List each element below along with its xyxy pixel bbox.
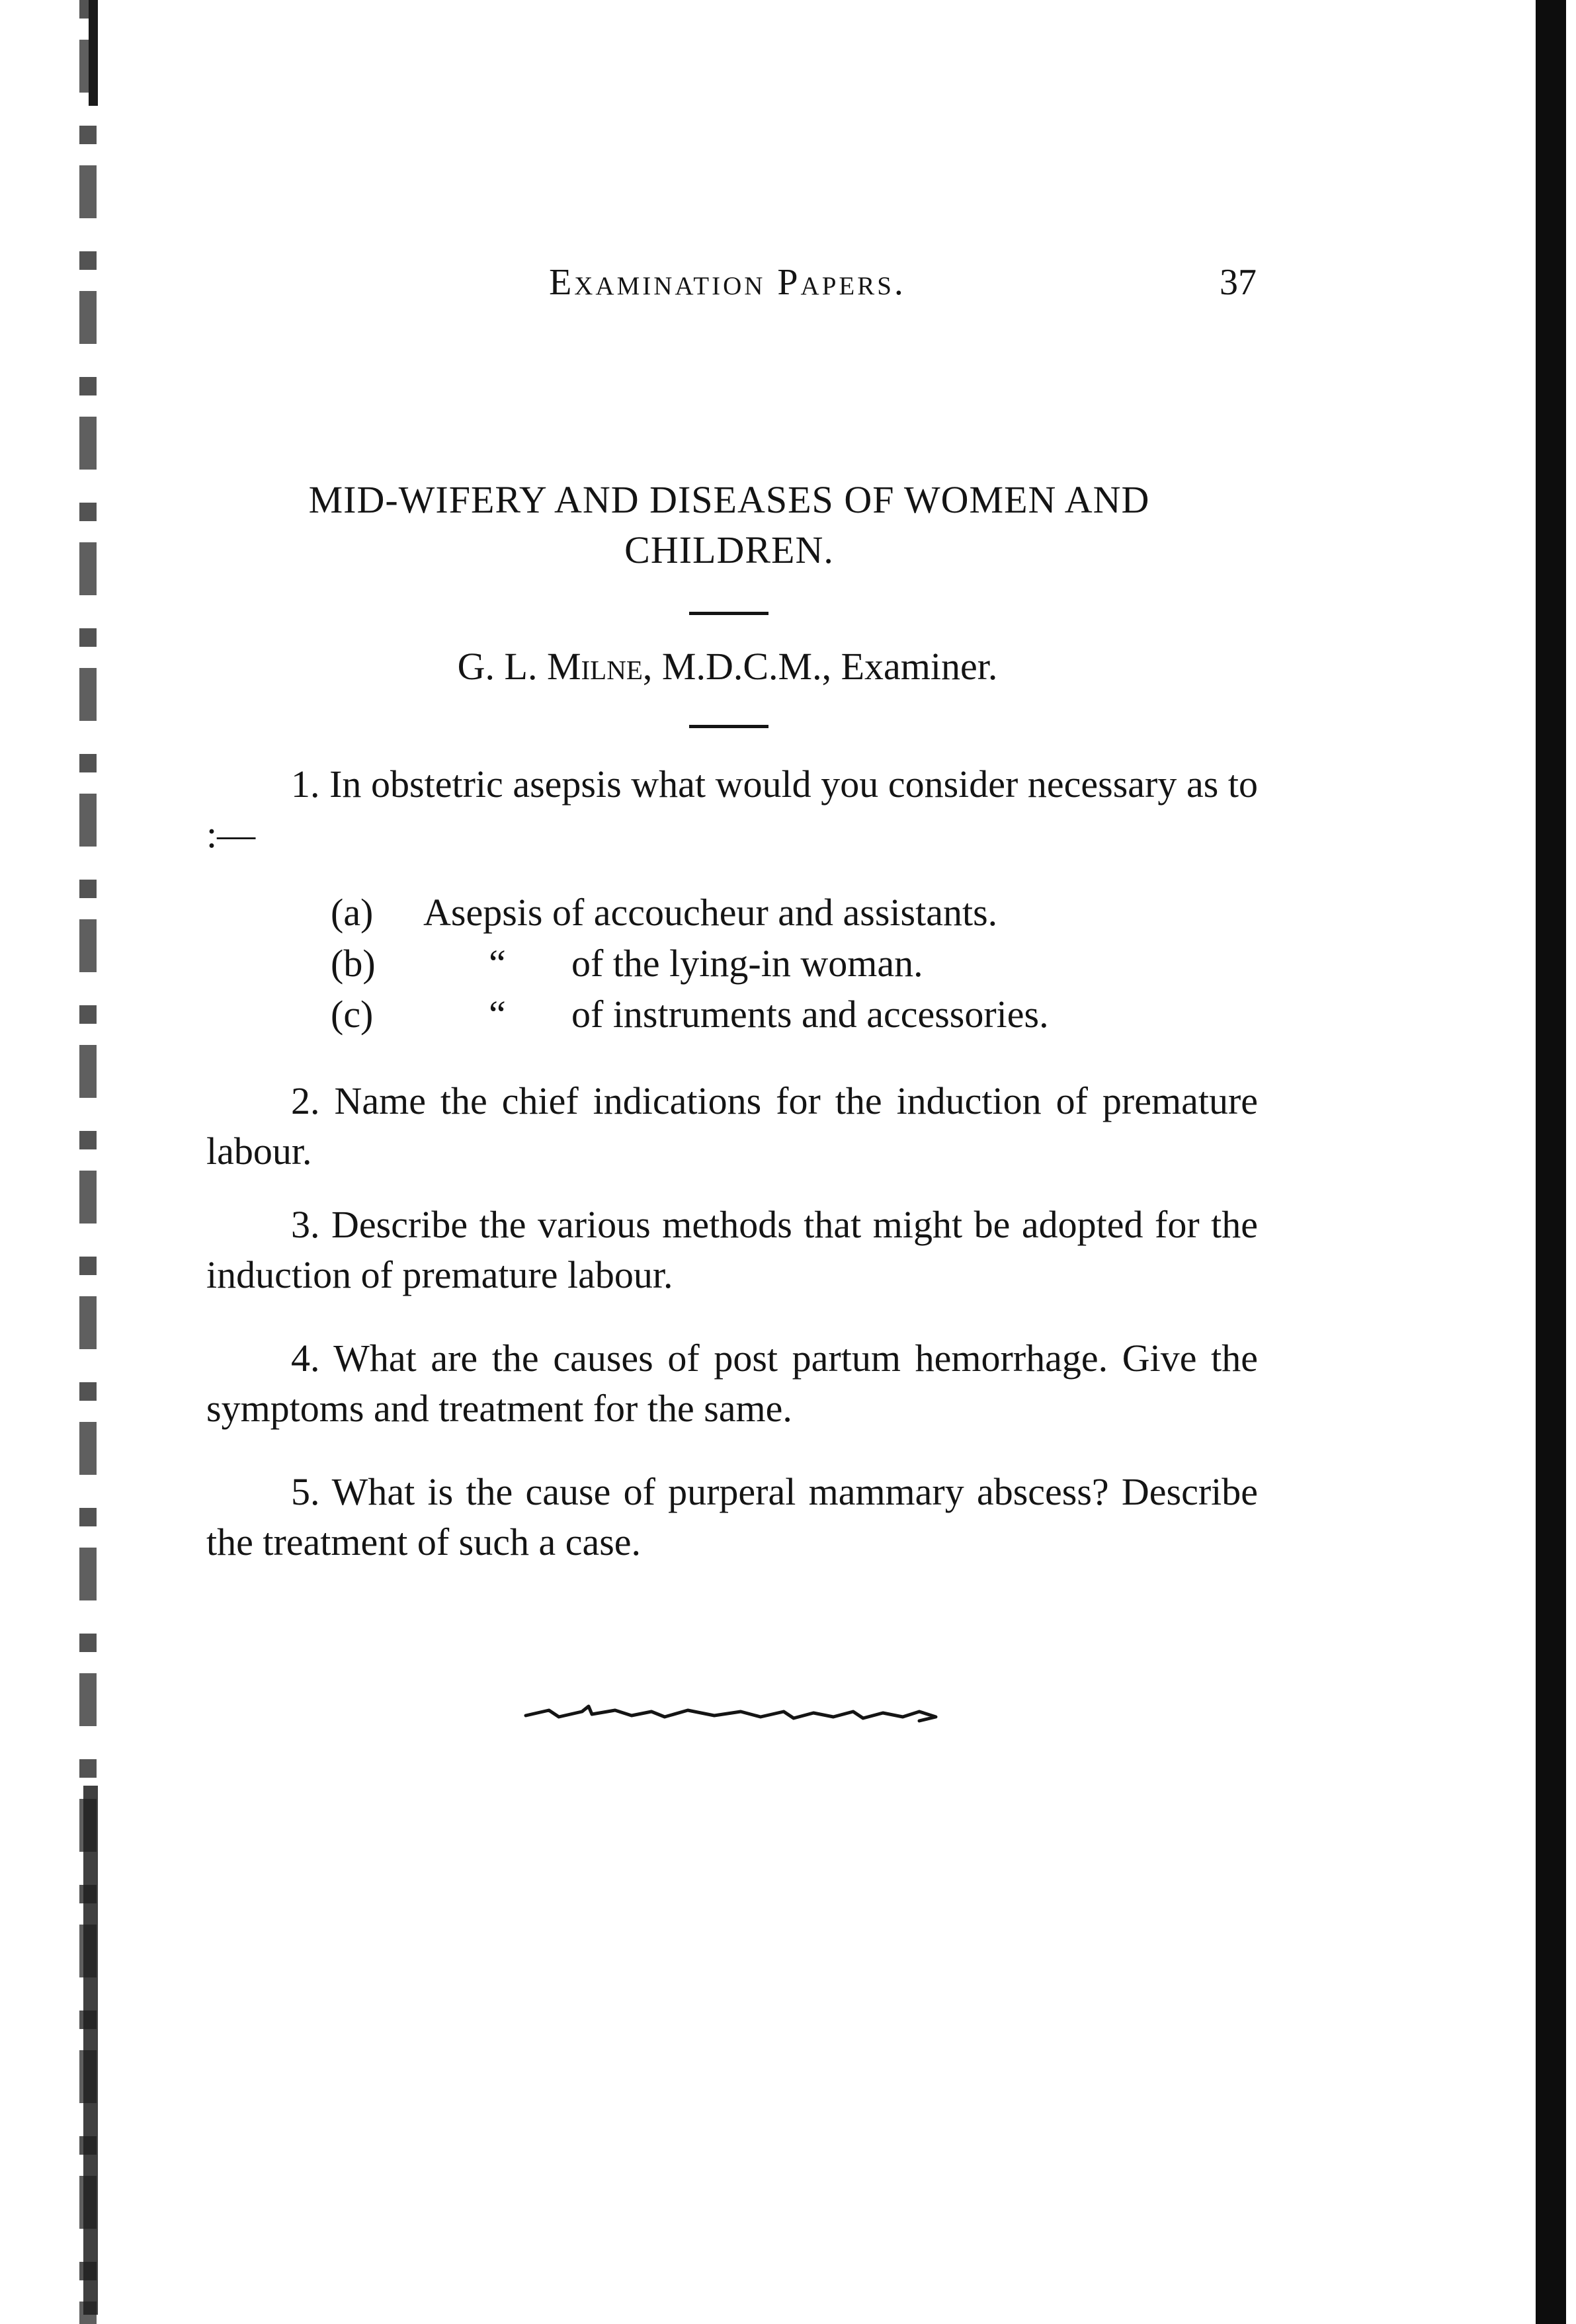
- question-5: 5. What is the cause of purperal mammary abscess? Describe the treatment of such a case.: [206, 1470, 1258, 1563]
- subitem-text: of the lying-in woman.: [571, 942, 923, 985]
- subitem-a: [331, 888, 997, 938]
- ornamental-divider-icon: [522, 1701, 946, 1727]
- examiner-name: G. L. Milne: [457, 645, 643, 688]
- question-4: 4. What are the causes of post partum hemorrhage. Give the symptoms and treatment for the same.: [206, 1337, 1258, 1430]
- section-heading: [202, 475, 1257, 575]
- question-1: 1. In obstetric asepsis what would you consider necessary as to :—: [206, 763, 1258, 856]
- section-heading-line-1: MID-WIFERY AND DISEASES OF WOMEN AND: [308, 478, 1150, 521]
- examiner-credentials: , M.D.C.M., Examiner.: [642, 645, 998, 688]
- subitem-c: [331, 989, 1049, 1040]
- question-3: 3. Describe the various methods that might be adopted for the induction of premature labour.: [206, 1203, 1258, 1296]
- examiner-line: [198, 642, 1257, 692]
- running-head-title: Examination Papers.: [549, 262, 906, 303]
- subitem-text: of instruments and accessories.: [571, 993, 1049, 1036]
- ditto-mark: “: [489, 993, 506, 1036]
- subitem-letter: (a): [331, 891, 374, 934]
- section-heading-line-2: CHILDREN.: [624, 528, 834, 571]
- question-2: 2. Name the chief indications for the induction of premature labour.: [206, 1079, 1258, 1173]
- horizontal-rule-icon: [689, 612, 768, 615]
- subitem-letter: (c): [331, 993, 374, 1036]
- horizontal-rule-icon: [689, 725, 768, 728]
- subitem-b: [331, 938, 923, 989]
- ditto-mark: “: [489, 942, 506, 985]
- subitem-text: Asepsis of accoucheur and assistants.: [423, 891, 998, 934]
- subitem-letter: (b): [331, 942, 376, 985]
- page-number: 37: [1220, 262, 1257, 303]
